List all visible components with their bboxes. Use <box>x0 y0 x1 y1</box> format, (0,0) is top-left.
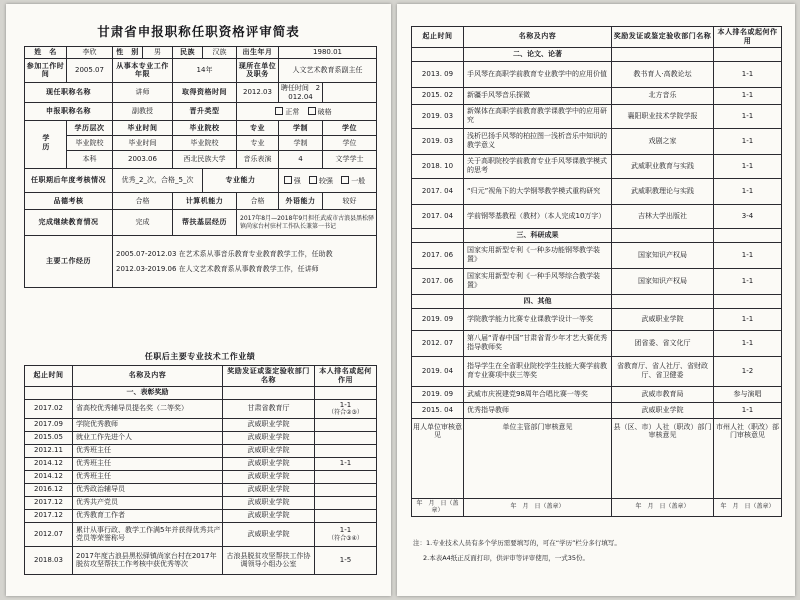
row-time: 2019. 09 <box>412 308 464 330</box>
table-row <box>25 522 377 546</box>
table-row <box>412 178 782 204</box>
table-row <box>25 193 377 210</box>
table-row <box>25 58 377 82</box>
row-rank <box>315 418 377 431</box>
row-org: 武威职教理论与实践 <box>612 178 714 204</box>
value-apply-title: 副教授 <box>113 103 173 121</box>
row-rank: 1-1 <box>714 61 782 87</box>
row-rank: 1-1 <box>714 330 782 356</box>
row-org: 国家知识产权局 <box>612 268 714 294</box>
row-org: 武威职业学院 <box>223 457 315 470</box>
value-current-title: 讲师 <box>113 82 173 103</box>
row-rank <box>315 399 377 418</box>
table-row <box>25 470 377 483</box>
section-title-research: 三、科研成果 <box>464 228 612 242</box>
row-name: 累计从事行政、教学工作满5年并获得优秀共产党员等荣誉称号 <box>73 522 223 546</box>
row-org: 戏剧之家 <box>612 128 714 154</box>
option-average-label: 一般 <box>351 176 366 185</box>
table-row <box>25 210 377 236</box>
row-name: 优秀共产党员 <box>73 496 223 509</box>
signature-date-city: 年 月 日（盖章） <box>714 498 782 516</box>
value-unit: 人文艺术教育系副主任 <box>279 58 377 82</box>
row-rank-value: 1-1 <box>339 526 352 535</box>
row-rank: 1-1 <box>714 87 782 104</box>
edu-row0-time: 毕业时间 <box>113 136 173 151</box>
row-rank: 1-1 <box>315 457 377 470</box>
right-page <box>397 4 795 596</box>
row-name: 指导学生在全省职业院校学生技能大赛学前教育专业赛项中获三等奖 <box>464 356 612 386</box>
label-promotion-type: 晋升类型 <box>173 103 237 121</box>
row-rank: 3-4 <box>714 204 782 228</box>
row-org: 北方音乐 <box>612 87 714 104</box>
table-row <box>25 496 377 509</box>
row-time: 2019. 09 <box>412 386 464 402</box>
row-time: 2016.12 <box>25 483 73 496</box>
signature-cell-county: 县（区、市）人社（职改）部门审核意见 <box>612 418 714 498</box>
row-name: 国家实用新型专利《一种手风琴综合教学装置》 <box>464 268 612 294</box>
signature-date-row <box>412 498 782 516</box>
value-qualify-time: 2012.03 <box>237 82 279 103</box>
head-edu-level: 学历层次 <box>67 121 113 136</box>
row-rank <box>714 47 782 61</box>
row-time: 2015. 02 <box>412 87 464 104</box>
row-org: 武威职业学院 <box>612 308 714 330</box>
row-org: 武威职业学院 <box>223 470 315 483</box>
table-section-row <box>412 47 782 61</box>
row-name: 手风琴在高职学前教育专业教学中的应用价值 <box>464 61 612 87</box>
table-row <box>412 268 782 294</box>
table-section-row <box>412 228 782 242</box>
row-rank: 1-2 <box>714 356 782 386</box>
table-row <box>25 431 377 444</box>
col-rank: 本人排名或起何作用 <box>315 366 377 387</box>
row-org: 武威职业学院 <box>223 509 315 522</box>
row-org: 武威职业学院 <box>223 483 315 496</box>
signature-cell-supervising: 单位主管部门审核意见 <box>464 418 612 498</box>
table-row <box>412 308 782 330</box>
row-name: 国家实用新型专利《一种多功能钢琴教学装置》 <box>464 242 612 268</box>
head-edu-system: 学制 <box>279 121 323 136</box>
row-org: 武威职业学院 <box>223 444 315 457</box>
label-education <box>25 121 67 169</box>
option-normal-label: 正常 <box>285 107 300 116</box>
signature-date-county: 年 月 日（盖章） <box>612 498 714 516</box>
edu-row1-system: 4 <box>279 151 323 169</box>
option-average[interactable] <box>341 176 365 186</box>
label-foreign-language: 外语能力 <box>279 193 323 210</box>
row-rank: 1-1 <box>714 268 782 294</box>
row-rank-value: 1-1 <box>339 400 352 409</box>
table-row <box>25 151 377 169</box>
value-ethnicity: 汉族 <box>203 47 237 59</box>
table-row <box>25 444 377 457</box>
label-current-title: 现任职称名称 <box>25 82 113 103</box>
row-rank: 1-5 <box>315 546 377 574</box>
work-table-title: 任职后主要专业技术工作业绩 <box>144 352 256 361</box>
row-time: 2019. 03 <box>412 104 464 128</box>
table-row <box>25 483 377 496</box>
row-rank: 1-1 <box>714 308 782 330</box>
edu-row0-degree: 学位 <box>323 136 377 151</box>
row-time: 2019. 04 <box>412 356 464 386</box>
edu-row1-time: 2003.06 <box>113 151 173 169</box>
row-time: 2019. 03 <box>412 128 464 154</box>
table-header-row <box>25 366 377 387</box>
table-row <box>25 418 377 431</box>
label-birth: 出生年月 <box>237 47 279 59</box>
row-time: 2018. 10 <box>412 154 464 178</box>
value-name: 李欣 <box>67 47 113 59</box>
row-time: 2014.12 <box>25 457 73 470</box>
row-name: 关于高职院校学前教育专业手风琴课教学模式的思考 <box>464 154 612 178</box>
row-rank: 1-1 <box>714 154 782 178</box>
value-continuing-education: 完成 <box>113 210 173 236</box>
table-header-row <box>412 27 782 48</box>
row-org: 武威职业学院 <box>612 402 714 418</box>
edu-row0-school: 毕业院校 <box>173 136 237 151</box>
hire-time-value: 2012.04 <box>288 83 321 101</box>
checkbox-icon[interactable] <box>284 176 292 184</box>
row-name: 2017年度古浪县黑松驿镇尚家台村在2017年脱贫攻坚帮扶工作考核中获优秀等次 <box>73 546 223 574</box>
table-row <box>412 104 782 128</box>
row-name: 第八届“青春中国”甘肃省青少年才艺大赛优秀指导教师奖 <box>464 330 612 356</box>
row-name: 就业工作先进个人 <box>73 431 223 444</box>
row-rank: 1-1 <box>714 242 782 268</box>
section-title-papers: 二、论文、论著 <box>464 47 612 61</box>
row-org: 省教育厅、省人社厅、省财政厅、省卫健委 <box>612 356 714 386</box>
value-morals: 合格 <box>113 193 173 210</box>
table-row <box>412 128 782 154</box>
table-row <box>25 121 377 136</box>
value-foreign-language: 较好 <box>323 193 377 210</box>
row-time: 2012.11 <box>25 444 73 457</box>
col-time: 起止时间 <box>25 366 73 387</box>
row-rank-note: （符合②③） <box>328 409 363 417</box>
section-time-blank <box>25 386 73 399</box>
row-org <box>612 294 714 308</box>
row-time: 2017. 04 <box>412 204 464 228</box>
label-computer: 计算机能力 <box>173 193 237 210</box>
value-birth: 1980.01 <box>279 47 377 59</box>
row-time: 2015. 04 <box>412 402 464 418</box>
signature-date-employer: 年 月 日（盖章） <box>412 498 464 516</box>
education-vertical-label: 学历 <box>41 134 50 153</box>
row-name: 新疆手风琴音乐探微 <box>464 87 612 104</box>
col-org: 奖励发证或鉴定验收部门名称 <box>612 27 714 48</box>
work-achievement-table-left <box>24 365 377 575</box>
table-row <box>25 136 377 151</box>
row-org: 古浪县脱贫攻坚帮扶工作协调领导小组办公室 <box>223 546 315 574</box>
row-name: 学院教学能力比赛专业课教学设计一等奖 <box>464 308 612 330</box>
table-row <box>25 103 377 121</box>
row-name: 新媒体在高职学前教育教学课教学中的应用研究 <box>464 104 612 128</box>
head-edu-grad-time: 毕业时间 <box>113 121 173 136</box>
label-grassroots: 帮扶基层经历 <box>173 210 237 236</box>
table-row <box>412 154 782 178</box>
edu-row0-level: 毕业院校 <box>67 136 113 151</box>
table-section-row <box>412 294 782 308</box>
option-normal[interactable] <box>275 107 299 117</box>
row-time: 2012.07 <box>25 522 73 546</box>
row-name: 优秀班主任 <box>73 470 223 483</box>
row-time <box>412 294 464 308</box>
table-row <box>25 236 377 288</box>
row-org: 国家知识产权局 <box>612 242 714 268</box>
checkbox-icon[interactable] <box>309 176 317 184</box>
label-main-work-history: 主要工作经历 <box>25 236 113 288</box>
signature-date-supervising: 年 月 日（盖章） <box>464 498 612 516</box>
value-annual-assessment: 优秀_2_次，合格_5_次 <box>113 169 203 193</box>
row-time: 2014.12 <box>25 470 73 483</box>
row-time: 2017. 06 <box>412 268 464 294</box>
row-org <box>612 47 714 61</box>
row-name: 浅析巴扬手风琴的柏拉图一浅析音乐中知识的教学意义 <box>464 128 612 154</box>
edu-row1-degree: 文学学士 <box>323 151 377 169</box>
basic-info-table <box>24 46 377 288</box>
promotion-type-options <box>237 103 377 121</box>
footnote-1: 注：1.专业技术人员有多个学历需要填写的，可在“学历”栏分多行填写。 <box>413 539 621 547</box>
page-title: 甘肃省申报职称任职资格评审简表 <box>97 24 300 39</box>
row-org <box>612 228 714 242</box>
row-rank: 参与演唱 <box>714 386 782 402</box>
edu-row0-major: 专业 <box>237 136 279 151</box>
row-org: 武威职业教育与实践 <box>612 154 714 178</box>
col-name: 名称及内容 <box>464 27 612 48</box>
row-time: 2017.02 <box>25 399 73 418</box>
checkbox-icon[interactable] <box>308 107 316 115</box>
row-org: 武威市教育局 <box>612 386 714 402</box>
head-edu-degree: 学位 <box>323 121 377 136</box>
option-exception[interactable] <box>308 107 332 117</box>
value-years: 14年 <box>173 58 237 82</box>
left-page <box>6 4 391 596</box>
label-professional-ability: 专业能力 <box>203 169 279 193</box>
option-fairly-strong[interactable] <box>309 176 333 186</box>
value-computer: 合格 <box>237 193 279 210</box>
section-org-blank <box>223 386 315 399</box>
table-row <box>412 242 782 268</box>
label-work-start: 参加工作时间 <box>25 58 67 82</box>
option-fairly-strong-label: 较强 <box>319 176 333 185</box>
option-exception-label: 破格 <box>317 107 332 116</box>
row-time <box>412 47 464 61</box>
section-rank-blank <box>315 386 377 399</box>
row-rank <box>714 294 782 308</box>
table-row <box>412 87 782 104</box>
label-apply-title: 申报职称名称 <box>25 103 113 121</box>
row-time: 2017. 06 <box>412 242 464 268</box>
row-org: 武威职业学院 <box>223 522 315 546</box>
row-name: “归元”视角下的大学钢琴教学模式重构研究 <box>464 178 612 204</box>
value-hire-time <box>279 82 323 103</box>
row-name: 优秀班主任 <box>73 444 223 457</box>
row-rank <box>714 228 782 242</box>
table-row <box>412 386 782 402</box>
checkbox-icon[interactable] <box>341 176 349 184</box>
row-name: 优秀政治辅导员 <box>73 483 223 496</box>
main-work-line-2: 2012.03-2019.06 在人文艺术教育系从事教育教学工作，任讲师 <box>116 264 319 273</box>
row-org: 团省委、省文化厅 <box>612 330 714 356</box>
edu-row1-level: 本科 <box>67 151 113 169</box>
table-row <box>25 457 377 470</box>
label-annual-assessment: 任职期后年度考核情况 <box>25 169 113 193</box>
main-work-line-1: 2005.07-2012.03 在艺术系从事音乐教育专业教育教学工作，任助教 <box>116 250 333 258</box>
head-edu-school: 毕业院校 <box>173 121 237 136</box>
row-time: 2015.05 <box>25 431 73 444</box>
option-strong[interactable] <box>284 176 301 186</box>
head-edu-major: 专业 <box>237 121 279 136</box>
table-row <box>412 356 782 386</box>
row-time: 2017.12 <box>25 509 73 522</box>
row-rank: 1-1 <box>714 178 782 204</box>
row-time: 2017. 04 <box>412 178 464 204</box>
row-org: 甘肃省教育厅 <box>223 399 315 418</box>
option-strong-label: 强 <box>293 176 301 185</box>
table-row <box>25 399 377 418</box>
value-grassroots: 2017年8月—2018年9月担任武威市古浪县黑松驿镇尚家台村驻村工作队长兼第一书记 <box>237 210 377 236</box>
label-morals: 品德考核 <box>25 193 113 210</box>
row-org: 武威职业学院 <box>223 431 315 444</box>
checkbox-icon[interactable] <box>275 107 283 115</box>
table-section-row <box>25 386 377 399</box>
signature-row <box>412 418 782 498</box>
footnote-2: 2.本表A4纸正反面打印，供评审等评审使用，一式35份。 <box>423 554 590 562</box>
row-rank <box>315 470 377 483</box>
row-org: 武威职业学院 <box>223 496 315 509</box>
label-qualify-time: 取得资格时间 <box>173 82 237 103</box>
label-continuing-education: 完成继续教育情况 <box>25 210 113 236</box>
table-row <box>412 61 782 87</box>
row-rank <box>315 522 377 546</box>
edu-row1-major: 音乐表演 <box>237 151 279 169</box>
work-achievement-table-right <box>411 26 782 517</box>
row-rank: 1-1 <box>714 128 782 154</box>
table-row <box>25 82 377 103</box>
professional-ability-options <box>279 169 377 193</box>
row-org: 吉林大学出版社 <box>612 204 714 228</box>
row-name: 学前钢琴基教程（教材）（本人完成10万字） <box>464 204 612 228</box>
value-gender: 男 <box>143 47 173 59</box>
signature-cell-employer: 用人单位审核意见 <box>412 418 464 498</box>
row-rank <box>315 444 377 457</box>
table-row <box>412 402 782 418</box>
row-name: 优秀指导教师 <box>464 402 612 418</box>
row-org: 武威职业学院 <box>223 418 315 431</box>
row-time: 2017.12 <box>25 496 73 509</box>
table-row <box>25 509 377 522</box>
row-name: 武威市庆祝建党98周年合唱比赛一等奖 <box>464 386 612 402</box>
row-time: 2017.09 <box>25 418 73 431</box>
label-gender: 性 别 <box>113 47 143 59</box>
row-name: 省高校优秀辅导员提名奖（二等奖） <box>73 399 223 418</box>
table-row <box>25 169 377 193</box>
row-rank-note: （符合③④） <box>328 534 363 542</box>
table-row <box>412 330 782 356</box>
section-title-awards: 一、表彰奖励 <box>73 386 223 399</box>
row-rank: 1-1 <box>714 402 782 418</box>
row-time: 2013. 09 <box>412 61 464 87</box>
value-work-start: 2005.07 <box>67 58 113 82</box>
row-rank: 1-1 <box>714 104 782 128</box>
table-row <box>25 546 377 574</box>
edu-row1-school: 西北民族大学 <box>173 151 237 169</box>
row-rank <box>315 483 377 496</box>
label-hire-time: 聘任时间 <box>280 83 309 92</box>
row-org: 襄阳职业技术学院学报 <box>612 104 714 128</box>
table-row <box>412 204 782 228</box>
col-time: 起止时间 <box>412 27 464 48</box>
row-name: 学院优秀教师 <box>73 418 223 431</box>
edu-row0-system: 学制 <box>279 136 323 151</box>
col-name: 名称及内容 <box>73 366 223 387</box>
table-row <box>25 47 377 59</box>
label-name: 姓 名 <box>25 47 67 59</box>
value-main-work-history <box>113 236 377 288</box>
row-org: 教书育人·高教论坛 <box>612 61 714 87</box>
row-time <box>412 228 464 242</box>
row-time: 2012. 07 <box>412 330 464 356</box>
row-name: 优秀教育工作者 <box>73 509 223 522</box>
label-years: 从事本专业工作年限 <box>113 58 173 82</box>
label-ethnicity: 民族 <box>173 47 203 59</box>
col-rank: 本人排名或起何作用 <box>714 27 782 48</box>
row-name: 优秀班主任 <box>73 457 223 470</box>
signature-cell-city: 市州人社（职改）部门审核意见 <box>714 418 782 498</box>
section-title-others: 四、其他 <box>464 294 612 308</box>
col-org: 奖励发证或鉴定验收部门名称 <box>223 366 315 387</box>
row-rank <box>315 509 377 522</box>
row-rank <box>315 431 377 444</box>
row-time: 2018.03 <box>25 546 73 574</box>
label-unit: 现所在单位及职务 <box>237 58 279 82</box>
row-rank <box>315 496 377 509</box>
